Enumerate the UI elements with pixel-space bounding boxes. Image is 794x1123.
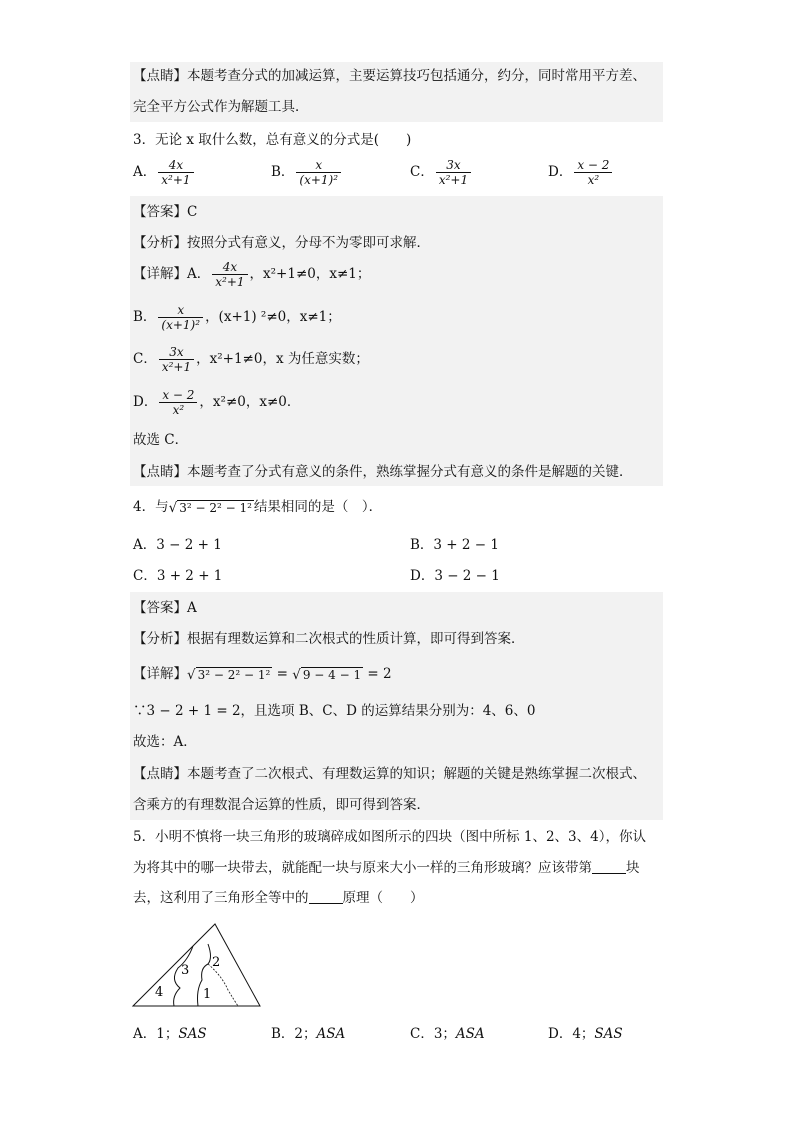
denominator: x² [159, 402, 197, 417]
q4-comment-line2: 含乘方的有理数混合运算的性质，即可得到答案． [133, 797, 430, 813]
detail-text: ，x²≠0，x≠0． [199, 394, 301, 410]
q3-detail-c [133, 345, 369, 374]
denominator: (x+1)² [296, 172, 341, 187]
option-label: C．3； [410, 1026, 456, 1042]
sqrt-expression: √ 3² − 2² − 1² [168, 499, 252, 516]
piece-label-2: 2 [212, 955, 221, 970]
numerator: 4x [222, 260, 238, 274]
q3-option-b [271, 158, 343, 187]
denominator: (x+1)² [158, 317, 203, 332]
stem-text: 原理（ ） [342, 890, 424, 906]
q4-option-d: D．3 − 2 − 1 [410, 568, 500, 584]
fraction [159, 388, 197, 417]
numerator: x [177, 303, 185, 317]
answer-blank[interactable] [592, 859, 626, 874]
answer-blank[interactable] [309, 889, 343, 904]
option-label: C． [410, 164, 434, 180]
q4-stem [133, 497, 382, 518]
triangle-outline [133, 924, 260, 1006]
q3-option-d [548, 158, 614, 187]
fraction [574, 158, 612, 187]
q3-stem: 3．无论 x 取什么数，总有意义的分式是( ) [133, 132, 412, 148]
detail-label: 【详解】A． [133, 266, 211, 282]
q5-option-d [548, 1024, 623, 1044]
q3-option-c [410, 158, 473, 187]
numerator: 3x [446, 158, 461, 172]
q5-stem-line3 [133, 888, 424, 908]
q4-choose: 故选：A． [133, 734, 197, 750]
detail-label: D． [133, 394, 158, 410]
detail-label: B． [133, 309, 157, 325]
detail-text: ，x²+1≠0，x≠1； [249, 266, 371, 282]
denominator: x² [574, 172, 612, 187]
q3-analysis: 【分析】按照分式有意义，分母不为零即可求解． [133, 235, 430, 251]
denominator: x²+1 [158, 172, 193, 187]
intro-comment-line2: 完全平方公式作为解题工具． [133, 99, 309, 115]
option-label: D． [548, 164, 573, 180]
fraction [296, 158, 341, 187]
q4-analysis: 【分析】根据有理数运算和二次根式的性质计算，即可得到答案． [133, 631, 525, 647]
detail-text: ，x²+1≠0，x 为任意实数； [196, 351, 369, 367]
q4-option-a: A．3 − 2 + 1 [133, 537, 222, 553]
option-label: B．2； [271, 1026, 317, 1042]
broken-triangle-figure [130, 920, 265, 1010]
sqrt-expression: √ 3² − 2² − 1² [187, 666, 271, 683]
option-label: A． [133, 164, 157, 180]
denominator: x²+1 [212, 274, 247, 289]
fraction [159, 345, 194, 374]
stem-text: 为将其中的哪一块带去，就能配一块与原来大小一样的三角形玻璃？应该带第 [133, 860, 592, 876]
intro-comment-line1: 【点睛】本题考查分式的加减运算，主要运算技巧包括通分，约分，同时常用平方差、 [133, 68, 646, 84]
q3-detail-b [133, 303, 341, 332]
stem-text: 结果相同的是（ ）． [253, 499, 383, 515]
radicand: 9 − 4 − 1 [302, 667, 362, 682]
numerator: x − 2 [577, 158, 610, 172]
denominator: x²+1 [436, 172, 471, 187]
stem-text: 去，这利用了三角形全等中的 [133, 890, 309, 906]
piece-label-4: 4 [155, 985, 164, 1000]
numerator: 3x [169, 345, 184, 359]
piece-label-1: 1 [203, 987, 212, 1002]
q5-option-a [133, 1024, 207, 1044]
detail-text: ，(x+1) ²≠0，x≠1； [205, 309, 341, 325]
q3-detail-d [133, 388, 300, 417]
numerator: x [315, 158, 323, 172]
q3-option-a [133, 158, 196, 187]
option-label: A．1； [133, 1026, 179, 1042]
numerator: 4x [168, 158, 184, 172]
q3-answer: 【答案】C [133, 204, 198, 220]
option-label: B． [271, 164, 295, 180]
q5-option-c [410, 1024, 485, 1044]
option-term: ASA [316, 1026, 346, 1042]
equals-sign: = [272, 666, 293, 682]
fraction [212, 260, 247, 289]
q4-detail [133, 664, 392, 685]
q5-stem-line2 [133, 858, 640, 878]
q5-option-b [271, 1024, 345, 1044]
fraction [436, 158, 471, 187]
q4-comment-line1: 【点睛】本题考查了二次根式、有理数运算的知识；解题的关键是熟练掌握二次根式、 [133, 766, 646, 782]
radicand: 3² − 2² − 1² [197, 667, 271, 682]
denominator: x²+1 [159, 359, 194, 374]
q3-comment: 【点睛】本题考查了分式有意义的条件，熟练掌握分式有意义的条件是解题的关键． [133, 464, 633, 480]
q4-option-c: C．3 + 2 + 1 [133, 568, 223, 584]
option-label: D．4； [548, 1026, 595, 1042]
result: = 2 [363, 666, 392, 682]
q4-option-b: B．3 + 2 − 1 [410, 537, 499, 553]
stem-text: 4．与 [133, 499, 169, 515]
crack-line-3 [208, 964, 238, 1006]
detail-label: C． [133, 351, 157, 367]
q5-stem-line1: 5．小明不慎将一块三角形的玻璃碎成如图所示的四块（图中所标 1、2、3、4），你认 [133, 829, 646, 845]
fraction [158, 303, 203, 332]
numerator: x − 2 [162, 388, 195, 402]
fraction [158, 158, 193, 187]
radicand: 3² − 2² − 1² [179, 500, 252, 515]
sqrt-expression: √ 9 − 4 − 1 [292, 666, 362, 683]
option-term: ASA [455, 1026, 485, 1042]
option-term: SAS [594, 1026, 623, 1042]
q3-detail-a [133, 260, 370, 289]
q4-answer: 【答案】A [133, 600, 197, 616]
stem-text: 块 [626, 860, 640, 876]
detail-label: 【详解】 [133, 666, 187, 682]
q3-choose: 故选 C． [133, 432, 189, 448]
q4-because: ∵3 − 2 + 1 = 2，且选项 B、C、D 的运算结果分别为：4、6、0 [133, 703, 536, 719]
option-term: SAS [178, 1026, 207, 1042]
piece-label-3: 3 [181, 963, 190, 978]
